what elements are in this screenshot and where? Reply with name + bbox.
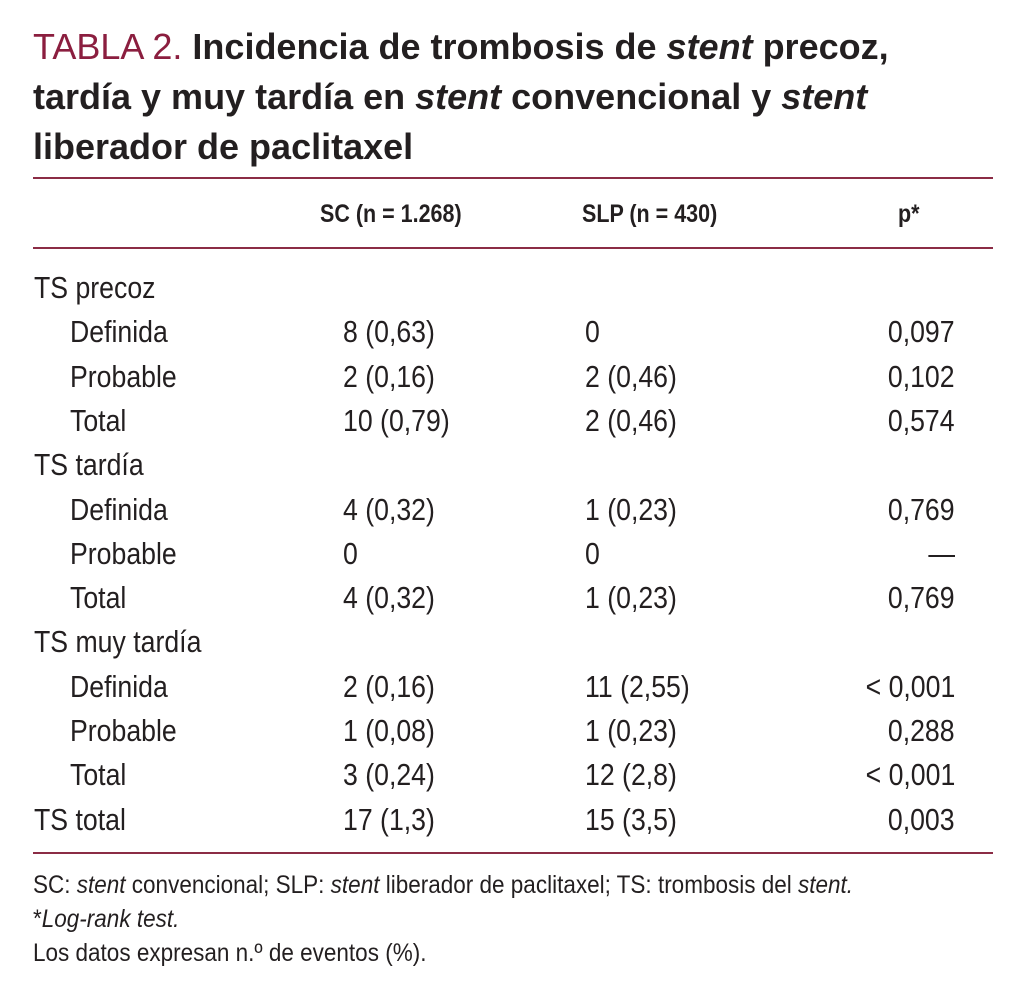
cell-slp: 12 (2,8) — [585, 757, 677, 792]
row-label: Probable — [70, 359, 177, 394]
header-p: p* — [898, 200, 920, 228]
title-segment: precoz, tardía y muy tardía en — [33, 26, 889, 117]
cell-p: 0,769 — [888, 492, 955, 527]
cell-p: 0,769 — [888, 580, 955, 615]
cell-sc: 0 — [343, 536, 358, 571]
header-sc: SC (n = 1.268) — [320, 200, 462, 228]
title-segment: stent — [415, 76, 502, 117]
row-label: Definida — [70, 314, 168, 349]
cell-sc: 8 (0,63) — [343, 314, 435, 349]
footnote-segment: liberador de paclitaxel; TS: trombosis del — [379, 871, 798, 899]
row-label: TS total — [34, 802, 126, 837]
cell-slp: 1 (0,23) — [585, 713, 677, 748]
cell-p: 0,097 — [888, 314, 955, 349]
cell-slp: 11 (2,55) — [585, 669, 690, 704]
cell-sc: 17 (1,3) — [343, 802, 435, 837]
title-segment: stent — [666, 26, 753, 67]
row-label: Total — [70, 757, 127, 792]
cell-slp: 2 (0,46) — [585, 403, 677, 438]
cell-slp: 1 (0,23) — [585, 492, 677, 527]
row-label: Total — [70, 403, 127, 438]
row-label: Probable — [70, 536, 177, 571]
cell-sc: 2 (0,16) — [343, 359, 435, 394]
footnote-line — [33, 936, 853, 970]
footnote-line — [33, 902, 853, 936]
table-title — [33, 22, 993, 172]
footnote-segment: SC: — [33, 871, 77, 899]
title-segment: liberador de paclitaxel — [33, 126, 414, 167]
cell-sc: 4 (0,32) — [343, 492, 435, 527]
footnote-segment: Log-rank test. — [41, 905, 180, 933]
cell-sc: 1 (0,08) — [343, 713, 435, 748]
title-segment: convencional y — [501, 76, 782, 117]
cell-slp: 0 — [585, 314, 600, 349]
header-slp: SLP (n = 430) — [582, 200, 718, 228]
top-rule — [33, 177, 993, 179]
title-segment: Incidencia de trombosis de — [182, 26, 667, 67]
footnote-segment: convencional; SLP: — [125, 871, 331, 899]
row-label: Total — [70, 580, 127, 615]
cell-sc: 4 (0,32) — [343, 580, 435, 615]
title-segment: stent — [781, 76, 868, 117]
footnote-segment: stent. — [798, 871, 854, 899]
cell-slp: 2 (0,46) — [585, 359, 677, 394]
cell-slp: 0 — [585, 536, 600, 571]
footnote-segment: * — [33, 905, 42, 933]
footnote-line — [33, 868, 853, 902]
row-label: Definida — [70, 669, 168, 704]
footnote-segment: stent — [76, 871, 126, 899]
row-label: Definida — [70, 492, 168, 527]
cell-p: < 0,001 — [865, 669, 955, 704]
cell-sc: 3 (0,24) — [343, 757, 435, 792]
cell-p: 0,574 — [888, 403, 955, 438]
cell-slp: 15 (3,5) — [585, 802, 677, 837]
table-footnotes — [33, 868, 944, 970]
row-label: Probable — [70, 713, 177, 748]
cell-sc: 10 (0,79) — [343, 403, 450, 438]
row-label: TS muy tardía — [34, 624, 202, 659]
footnote-segment: stent — [330, 871, 380, 899]
table-number: TABLA 2. — [33, 26, 183, 67]
cell-p: — — [928, 536, 955, 571]
cell-p: 0,102 — [888, 359, 955, 394]
header-rule — [33, 247, 993, 249]
bottom-rule — [33, 852, 993, 854]
cell-p: 0,288 — [888, 713, 955, 748]
row-label: TS precoz — [34, 270, 156, 305]
cell-p: < 0,001 — [865, 757, 955, 792]
footnote-segment: Los datos expresan n.º de eventos (%). — [33, 939, 427, 967]
cell-slp: 1 (0,23) — [585, 580, 677, 615]
cell-p: 0,003 — [888, 802, 955, 837]
cell-sc: 2 (0,16) — [343, 669, 435, 704]
row-label: TS tardía — [34, 447, 144, 482]
